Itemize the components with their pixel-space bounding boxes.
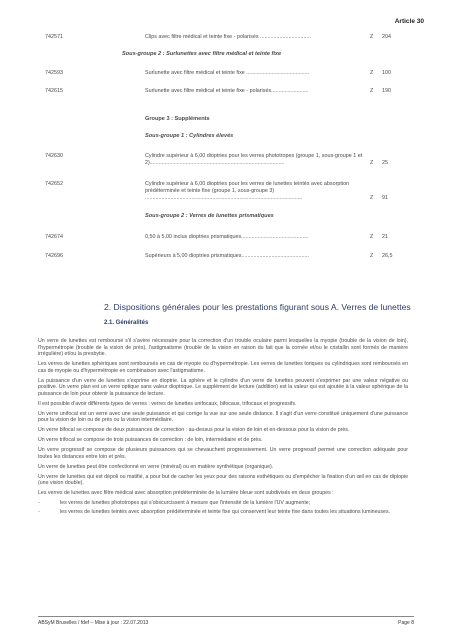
nomenclature-code: 742593 [45,70,63,76]
bullet-item [38,509,408,516]
paragraph: Un verre unifocal est un verre avec une seule puissance et qui corrige la vue sur une seule distance. Il s'agit d'un verre constitué uniquement d'une puissance pour la vision de loin ou de près ou la vision intermédiaire. [38,410,408,423]
bullet-dash: - [38,508,40,515]
subsection-title: 2.1. Généralités [104,320,149,326]
paragraph: Un verre bifocal se compose de deux puissances de correction : au-dessus pour la vision de loin et en-dessous pour la vision de près. [38,427,350,433]
bullet-item [38,500,408,507]
group-heading: Groupe 3 : Suppléments [145,116,210,122]
paragraph: Il est possible d'avoir différents types de verres : verres de lunettes unifocaux, bifocaux, trifocaux et progressifs. [38,400,297,407]
section-title: 2. Dispositions générales pour les prestations figurant sous A. Verres de lunettes [104,302,411,312]
letter-key: Z [370,70,374,76]
bullet-text: les verres de lunettes phototropes qui s'obscurcissent à mesure que l'intensité de la lumière l'UV augmente; [60,500,311,506]
letter-key: Z [370,234,374,240]
row-description: Clips avec filtre médical et teinte fixe - polarisés .................................. [145,34,311,40]
row-description: Cylindre supérieur à 6,00 dioptries pour les verres phototropes (groupe 1, sous-groupe 1 et 2).......................................................................................... [145,153,363,167]
nomenclature-code: 742630 [45,153,63,159]
page-number: Page 8 [398,620,414,626]
row-amount: 100 [382,70,391,76]
paragraph: Les verres de lunettes avec filtre médical avec absorption prédéterminée de la lumière bleue sont subdivisés en deux groupes : [38,490,334,496]
nomenclature-code: 742696 [45,253,63,259]
letter-key: Z [370,34,374,40]
row-description: 0,50 à 5,00 inclus dioptries prismatiques............................................. [145,234,309,240]
letter-key: Z [370,160,374,166]
article-number: Article 30 [394,18,424,25]
row-description: Surlunette avec filtre médical et teinte fixe .......................................... [145,70,310,76]
nomenclature-code: 742615 [45,88,63,94]
paragraph: Un verre de lunettes est remboursé s'il s'avère nécessaire pour la correction d'un trouble oculaire parmi lesquelles la myopie (trouble de la vision de loin), l'hypermétropie (trouble de la vision de près), l'astigmatisme (trouble de la vision en raison du fait que la cornée et/ou le cristallin sont formés de manière irrégulière) et/ou la presbytie. [38,338,408,357]
row-amount: 25 [382,160,388,166]
bullet-text: les verres de lunettes teintés avec absorption prédéterminée et teinte fixe qui conservent leur teinte fixe dans toutes les situations lumineuses. [60,508,391,515]
footer-source: ABSyM Bruxelles / fdef – Mise à jour : 22.07.2013 [38,620,149,626]
row-amount: 91 [382,195,388,201]
paragraph: Un verre progressif se compose de plusieurs puissances qui se chevauchent progressivement. Un verre progressif permet une correction adéquate pour toutes les distances entre loin et près. [38,447,408,460]
paragraph: Les verres de lunettes sphériques sont remboursés en cas de myopie ou d'hypermétropie. Les verres de lunettes toriques ou cylindriques sont remboursés en cas de myopie ou d'hypermétropie en combinaison avec l'astigmatisme. [38,361,408,374]
letter-key: Z [370,195,374,201]
page-footer [38,616,414,626]
letter-key: Z [370,253,374,259]
nomenclature-code: 742652 [45,181,63,187]
body-text [38,338,408,517]
paragraph: Un verre de lunettes peut être confectionné en verre (minéral) ou en matière synthétique (organique). [38,463,274,470]
paragraph: Un verre de lunettes qui est dépoli ou matifié, a pour but de cacher les yeux pour des raisons esthétiques ou d'empêcher la fixation d'un œil en cas de diplopie (une vision double). [38,473,408,486]
bullet-dash: - [38,500,40,506]
row-amount: 26,5 [382,253,393,259]
letter-key: Z [370,88,374,94]
nomenclature-code: 742571 [45,34,63,40]
row-description: Cylindre supérieur à 6,00 dioptries pour les verres de lunettes teintés avec absorption prédéterminée et teinte fixe (groupe 1, sous-groupe 3) ......................................................................................................... [145,181,350,202]
subgroup-heading: Sous-groupe 2 : Verres de lunettes prismatiques [145,213,274,219]
row-amount: 204 [382,34,391,40]
row-amount: 21 [382,234,388,240]
subgroup-heading: Sous-groupe 1 : Cylindres élevés [145,133,234,139]
row-description: Supérieurs à 5,00 dioptries prismatiques............................................. [145,253,309,259]
paragraph: Un verre trifocal se compose de trois puissances de correction : de loin, intermédiaire et de près. [38,437,263,443]
nomenclature-code: 742674 [45,234,63,240]
row-amount: 190 [382,88,391,94]
subgroup-heading: Sous-groupe 2 : Surlunettes avec filtre médical et teinte fixe [122,51,282,57]
paragraph: La puissance d'un verre de lunettes s'exprime en dioptrie. La sphère et le cylindre d'un verre de lunettes peuvent s'exprimer par une valeur négative ou positive. Un verre plan est un verre optique sans valeur dioptrique. Le supplément de lecture (addition) est la valeur qui est ajoutée à la valeur sphérique de la puissance de loin pour obtenir la puissance de lecture. [38,377,408,397]
row-description: Surlunette avec filtre médical et teinte fixe - polarisés......................... [145,88,309,94]
